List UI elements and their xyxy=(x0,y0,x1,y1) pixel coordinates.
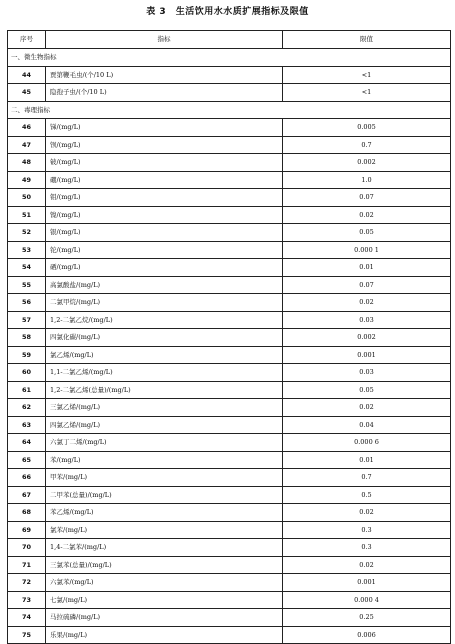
header-indicator: 指标 xyxy=(46,31,283,49)
limit-cell: 0.03 xyxy=(283,364,451,382)
table-row xyxy=(8,84,451,102)
row-number: 74 xyxy=(8,609,46,627)
limit-cell: 0.03 xyxy=(283,311,451,329)
indicator-cell: 马拉硫磷/(mg/L) xyxy=(46,609,283,627)
row-number: 66 xyxy=(8,469,46,487)
row-number: 56 xyxy=(8,294,46,312)
row-number: 73 xyxy=(8,591,46,609)
row-number: 50 xyxy=(8,189,46,207)
indicator-cell: 铊/(mg/L) xyxy=(46,241,283,259)
table-row xyxy=(8,241,451,259)
indicator-cell: 铍/(mg/L) xyxy=(46,154,283,172)
row-number: 58 xyxy=(8,329,46,347)
limit-cell: 0.002 xyxy=(283,154,451,172)
limit-cell: 0.5 xyxy=(283,486,451,504)
indicator-cell: 银/(mg/L) xyxy=(46,224,283,242)
section-row xyxy=(8,49,451,67)
row-number: 55 xyxy=(8,276,46,294)
limit-cell: 0.3 xyxy=(283,521,451,539)
water-quality-table xyxy=(7,30,451,644)
table-row xyxy=(8,591,451,609)
table-row xyxy=(8,276,451,294)
limit-cell: 0.000 1 xyxy=(283,241,451,259)
indicator-cell: 1,4-二氯苯/(mg/L) xyxy=(46,539,283,557)
limit-cell: 0.02 xyxy=(283,556,451,574)
indicator-cell: 高氯酸盐/(mg/L) xyxy=(46,276,283,294)
limit-cell: 0.01 xyxy=(283,451,451,469)
limit-cell: 0.7 xyxy=(283,136,451,154)
row-number: 59 xyxy=(8,346,46,364)
limit-cell: 0.000 6 xyxy=(283,434,451,452)
indicator-cell: 1,1-二氯乙烯/(mg/L) xyxy=(46,364,283,382)
row-number: 72 xyxy=(8,574,46,592)
row-number: 62 xyxy=(8,399,46,417)
indicator-cell: 六氯苯/(mg/L) xyxy=(46,574,283,592)
indicator-cell: 六氯丁二烯/(mg/L) xyxy=(46,434,283,452)
table-row xyxy=(8,451,451,469)
table-row xyxy=(8,609,451,627)
row-number: 54 xyxy=(8,259,46,277)
indicator-cell: 钡/(mg/L) xyxy=(46,136,283,154)
row-number: 53 xyxy=(8,241,46,259)
indicator-cell: 硼/(mg/L) xyxy=(46,171,283,189)
indicator-cell: 甲苯/(mg/L) xyxy=(46,469,283,487)
limit-cell: 0.02 xyxy=(283,399,451,417)
table-row xyxy=(8,469,451,487)
table-row xyxy=(8,416,451,434)
indicator-cell: 二甲苯(总量)/(mg/L) xyxy=(46,486,283,504)
row-number: 69 xyxy=(8,521,46,539)
row-number: 64 xyxy=(8,434,46,452)
header-no: 序号 xyxy=(8,31,46,49)
header-limit: 限值 xyxy=(283,31,451,49)
limit-cell: 1.0 xyxy=(283,171,451,189)
table-title: 表 3 生活饮用水水质扩展指标及限值 xyxy=(146,7,309,17)
indicator-cell: 钼/(mg/L) xyxy=(46,189,283,207)
indicator-cell: 1,2-二氯乙烷/(mg/L) xyxy=(46,311,283,329)
row-number: 45 xyxy=(8,84,46,102)
row-number: 61 xyxy=(8,381,46,399)
limit-cell: 0.25 xyxy=(283,609,451,627)
row-number: 51 xyxy=(8,206,46,224)
indicator-cell: 氯乙烯/(mg/L) xyxy=(46,346,283,364)
indicator-cell: 四氯化碳/(mg/L) xyxy=(46,329,283,347)
indicator-cell: 七氯/(mg/L) xyxy=(46,591,283,609)
limit-cell: 0.02 xyxy=(283,294,451,312)
table-row xyxy=(8,311,451,329)
limit-cell: 0.000 4 xyxy=(283,591,451,609)
limit-cell: 0.04 xyxy=(283,416,451,434)
header-row xyxy=(8,31,451,49)
row-number: 75 xyxy=(8,626,46,644)
table-row xyxy=(8,626,451,644)
table-row xyxy=(8,66,451,84)
row-number: 49 xyxy=(8,171,46,189)
indicator-cell: 氯苯/(mg/L) xyxy=(46,521,283,539)
row-number: 63 xyxy=(8,416,46,434)
indicator-cell: 镍/(mg/L) xyxy=(46,206,283,224)
row-number: 71 xyxy=(8,556,46,574)
indicator-cell: 乐果/(mg/L) xyxy=(46,626,283,644)
indicator-cell: 隐孢子虫/(个/10 L) xyxy=(46,84,283,102)
row-number: 65 xyxy=(8,451,46,469)
table-row xyxy=(8,346,451,364)
indicator-cell: 贾第鞭毛虫/(个/10 L) xyxy=(46,66,283,84)
table-row xyxy=(8,364,451,382)
indicator-cell: 锑/(mg/L) xyxy=(46,119,283,137)
section-label: 二、毒理指标 xyxy=(8,101,451,119)
table-row xyxy=(8,539,451,557)
table-row xyxy=(8,504,451,522)
table-row xyxy=(8,259,451,277)
limit-cell: 0.02 xyxy=(283,206,451,224)
row-number: 60 xyxy=(8,364,46,382)
limit-cell: 0.05 xyxy=(283,224,451,242)
table-body xyxy=(8,49,451,644)
table-row xyxy=(8,486,451,504)
limit-cell: 0.02 xyxy=(283,504,451,522)
limit-cell: <1 xyxy=(283,66,451,84)
table-row xyxy=(8,119,451,137)
table-row xyxy=(8,381,451,399)
limit-cell: 0.3 xyxy=(283,539,451,557)
row-number: 47 xyxy=(8,136,46,154)
row-number: 48 xyxy=(8,154,46,172)
limit-cell: 0.002 xyxy=(283,329,451,347)
table-row xyxy=(8,574,451,592)
limit-cell: 0.006 xyxy=(283,626,451,644)
table-row xyxy=(8,171,451,189)
table-row xyxy=(8,154,451,172)
table-row xyxy=(8,434,451,452)
section-row xyxy=(8,101,451,119)
table-row xyxy=(8,206,451,224)
limit-cell: 0.005 xyxy=(283,119,451,137)
limit-cell: 0.001 xyxy=(283,574,451,592)
table-row xyxy=(8,294,451,312)
limit-cell: 0.05 xyxy=(283,381,451,399)
limit-cell: 0.01 xyxy=(283,259,451,277)
indicator-cell: 二氯甲烷/(mg/L) xyxy=(46,294,283,312)
table-row xyxy=(8,399,451,417)
indicator-cell: 三氯苯(总量)/(mg/L) xyxy=(46,556,283,574)
row-number: 67 xyxy=(8,486,46,504)
table-row xyxy=(8,136,451,154)
row-number: 57 xyxy=(8,311,46,329)
limit-cell: 0.07 xyxy=(283,189,451,207)
limit-cell: 0.001 xyxy=(283,346,451,364)
table-row xyxy=(8,189,451,207)
table-row xyxy=(8,556,451,574)
indicator-cell: 三氯乙烯/(mg/L) xyxy=(46,399,283,417)
table-row xyxy=(8,329,451,347)
section-label: 一、微生物指标 xyxy=(8,49,451,67)
limit-cell: 0.7 xyxy=(283,469,451,487)
indicator-cell: 苯/(mg/L) xyxy=(46,451,283,469)
indicator-cell: 四氯乙烯/(mg/L) xyxy=(46,416,283,434)
row-number: 68 xyxy=(8,504,46,522)
limit-cell: <1 xyxy=(283,84,451,102)
table-row xyxy=(8,224,451,242)
indicator-cell: 1,2-二氯乙烯(总量)/(mg/L) xyxy=(46,381,283,399)
indicator-cell: 硒/(mg/L) xyxy=(46,259,283,277)
table-row xyxy=(8,521,451,539)
indicator-cell: 苯乙烯/(mg/L) xyxy=(46,504,283,522)
limit-cell: 0.07 xyxy=(283,276,451,294)
row-number: 46 xyxy=(8,119,46,137)
row-number: 52 xyxy=(8,224,46,242)
row-number: 70 xyxy=(8,539,46,557)
row-number: 44 xyxy=(8,66,46,84)
